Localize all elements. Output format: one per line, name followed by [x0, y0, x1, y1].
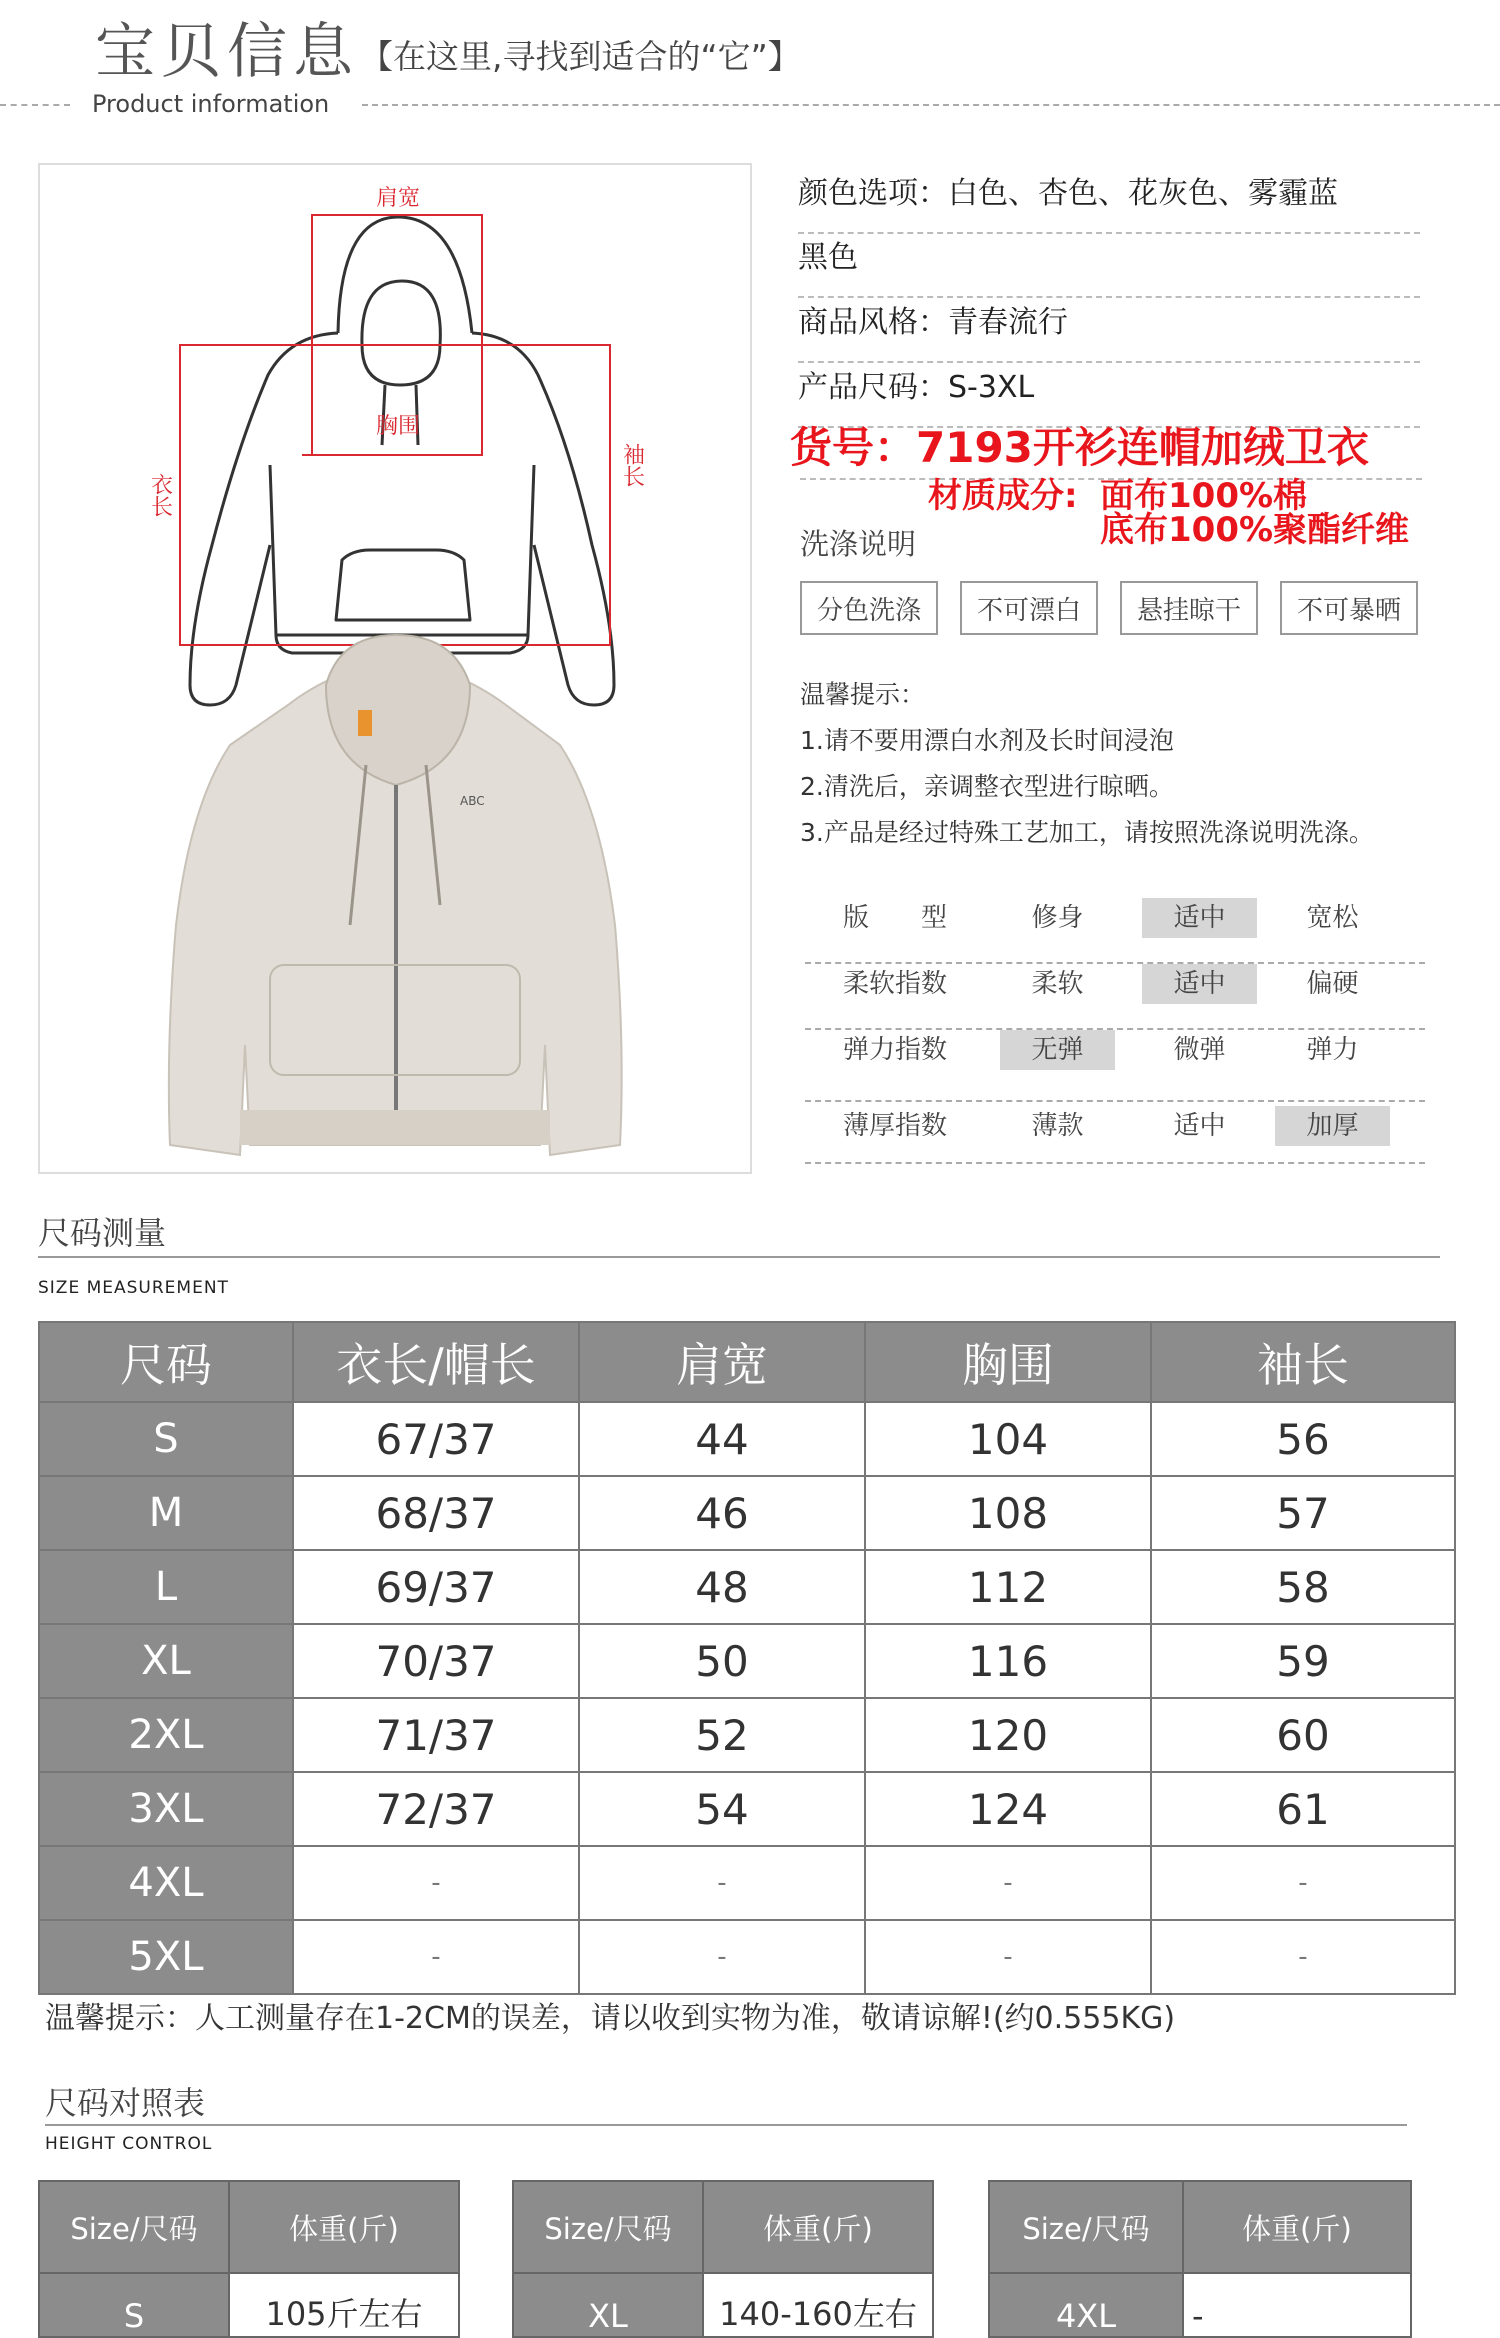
material-line-2: 底布100%聚酯纤维 [1100, 510, 1410, 550]
table-cell: 71/37 [293, 1698, 579, 1772]
shoulder-label: 肩宽 [375, 186, 421, 211]
hoodie-size-diagram [40, 165, 750, 1172]
size-cell: XL [39, 1624, 293, 1698]
weight-col-header: 体重(斤) [1183, 2181, 1411, 2273]
size-cell: L [39, 1550, 293, 1624]
divider [362, 104, 1500, 106]
weight-col-header: 体重(斤) [229, 2181, 459, 2273]
table-cell: 61 [1151, 1772, 1455, 1846]
table-cell: 52 [579, 1698, 865, 1772]
height-table [38, 2180, 460, 2338]
table-cell: - [579, 1920, 865, 1994]
svg-text:ABC: ABC [460, 794, 485, 808]
size-cell: 4XL [39, 1846, 293, 1920]
attr-option: 柔软 [1031, 969, 1084, 999]
attr-row-softness [805, 964, 1425, 1030]
tip-line: 1.请不要用漂白水剂及长时间浸泡 [800, 726, 1174, 755]
size-col-header: Size/尺码 [989, 2181, 1183, 2273]
size-cell: 2XL [39, 1698, 293, 1772]
table-cell: 58 [1151, 1550, 1455, 1624]
table-cell: - [865, 1846, 1151, 1920]
attr-option-selected: 加厚 [1275, 1106, 1390, 1146]
table-cell: - [293, 1920, 579, 1994]
wash-item: 不可漂白 [960, 581, 1098, 635]
table-cell: 56 [1151, 1402, 1455, 1476]
table-cell: 54 [579, 1772, 865, 1846]
hoodie-photo [169, 635, 622, 1155]
table-cell: 104 [865, 1402, 1151, 1476]
table-row [39, 1550, 1455, 1624]
color-options-2: 黑色 [798, 236, 1420, 298]
shoulder-col-header: 肩宽 [579, 1322, 865, 1402]
weight-cell: 140-160左右 [703, 2273, 933, 2337]
table-cell: 59 [1151, 1624, 1455, 1698]
chest-label: 胸围 [375, 414, 421, 439]
section-subtitle: 【在这里,寻找到适合的“它”】 [360, 37, 801, 76]
item-number: 货号：7193开衫连帽加绒卫衣 [790, 423, 1369, 472]
wash-item: 不可暴晒 [1280, 581, 1418, 635]
sleeve-label: 袖长 [619, 443, 645, 487]
table-cell: 50 [579, 1624, 865, 1698]
tips-title: 温馨提示： [800, 680, 926, 709]
attr-row-thickness [805, 1102, 1425, 1164]
measurement-note: 温馨提示：人工测量存在1-2CM的误差，请以收到实物为准，敬请谅解!(约0.555KG) [45, 2001, 1176, 2036]
size-section-title: 尺码测量 [38, 1214, 167, 1252]
table-row [39, 1624, 1455, 1698]
sleeve-col-header: 袖长 [1151, 1322, 1455, 1402]
weight-cell: - [1183, 2273, 1411, 2337]
material-line-1: 面布100%棉 [1100, 476, 1308, 516]
table-cell: 44 [579, 1402, 865, 1476]
color-options: 颜色选项：白色、杏色、花灰色、雾霾蓝 [798, 172, 1420, 234]
size-table [38, 1321, 1456, 1995]
divider [38, 1256, 1440, 1258]
height-table [512, 2180, 934, 2338]
table-cell: - [1151, 1846, 1455, 1920]
table-cell: - [1151, 1920, 1455, 1994]
section-title-en: Product information [92, 90, 330, 118]
table-cell: 57 [1151, 1476, 1455, 1550]
wash-item: 分色洗涤 [800, 581, 938, 635]
attr-option-selected: 无弹 [1000, 1030, 1115, 1070]
weight-col-header: 体重(斤) [703, 2181, 933, 2273]
table-row [39, 1772, 1455, 1846]
attr-label: 薄厚指数 [842, 1111, 947, 1141]
table-cell: - [579, 1846, 865, 1920]
weight-cell: 105斤左右 [229, 2273, 459, 2337]
length-col-header: 衣长/帽长 [293, 1322, 579, 1402]
size-col-header: 尺码 [39, 1322, 293, 1402]
product-style: 商品风格：青春流行 [798, 301, 1420, 363]
size-cell: 3XL [39, 1772, 293, 1846]
table-cell: 48 [579, 1550, 865, 1624]
table-cell: 60 [1151, 1698, 1455, 1772]
table-cell: 69/37 [293, 1550, 579, 1624]
height-table [988, 2180, 1412, 2338]
attr-option: 弹力 [1306, 1035, 1359, 1065]
tip-line: 2.清洗后，亲调整衣型进行晾晒。 [800, 772, 1174, 801]
attr-label: 版 型 [842, 903, 947, 933]
table-row [39, 1698, 1455, 1772]
attr-option: 适中 [1173, 1111, 1226, 1141]
table-cell: - [293, 1846, 579, 1920]
table-cell: 108 [865, 1476, 1151, 1550]
table-row [39, 1846, 1455, 1920]
attr-option: 宽松 [1306, 903, 1359, 933]
attr-option: 偏硬 [1306, 969, 1359, 999]
table-row [39, 1476, 1455, 1550]
size-cell: S [39, 1402, 293, 1476]
attr-option: 微弹 [1173, 1035, 1226, 1065]
section-title: 宝贝信息 [95, 17, 359, 87]
size-cell: S [39, 2273, 229, 2337]
table-cell: 116 [865, 1624, 1151, 1698]
attr-row-elasticity [805, 1030, 1425, 1102]
size-cell: M [39, 1476, 293, 1550]
attr-row-fit [805, 898, 1425, 964]
attr-option-selected: 适中 [1142, 964, 1257, 1004]
table-cell: 120 [865, 1698, 1151, 1772]
material-label: 材质成分: [928, 476, 1078, 516]
table-row [39, 1402, 1455, 1476]
tip-line: 3.产品是经过特殊工艺加工，请按照洗涤说明洗涤。 [800, 818, 1374, 847]
table-cell: 72/37 [293, 1772, 579, 1846]
height-section-title: 尺码对照表 [45, 2084, 206, 2122]
chest-col-header: 胸围 [865, 1322, 1151, 1402]
size-cell: 5XL [39, 1920, 293, 1994]
wash-instructions-label: 洗涤说明 [800, 527, 917, 561]
attr-option: 修身 [1031, 903, 1084, 933]
table-cell: - [865, 1920, 1151, 1994]
size-col-header: Size/尺码 [513, 2181, 703, 2273]
length-label: 衣长 [147, 473, 173, 517]
wash-item: 悬挂晾干 [1120, 581, 1258, 635]
attr-option-selected: 适中 [1142, 898, 1257, 938]
divider [45, 2124, 1407, 2126]
attr-option: 薄款 [1031, 1111, 1084, 1141]
table-row [39, 1920, 1455, 1994]
table-cell: 46 [579, 1476, 865, 1550]
table-cell: 124 [865, 1772, 1151, 1846]
size-cell: XL [513, 2273, 703, 2337]
height-section-title-en: HEIGHT CONTROL [45, 2134, 213, 2154]
table-cell: 67/37 [293, 1402, 579, 1476]
attr-label: 弹力指数 [842, 1035, 947, 1065]
size-cell: 4XL [989, 2273, 1183, 2337]
table-cell: 70/37 [293, 1624, 579, 1698]
product-image-frame [38, 163, 752, 1174]
table-cell: 68/37 [293, 1476, 579, 1550]
attr-label: 柔软指数 [842, 969, 947, 999]
size-col-header: Size/尺码 [39, 2181, 229, 2273]
product-sizes: 产品尺码：S-3XL [798, 366, 1420, 428]
size-table-header [39, 1322, 1455, 1402]
size-section-title-en: SIZE MEASUREMENT [38, 1278, 229, 1298]
divider [0, 104, 70, 106]
table-cell: 112 [865, 1550, 1151, 1624]
